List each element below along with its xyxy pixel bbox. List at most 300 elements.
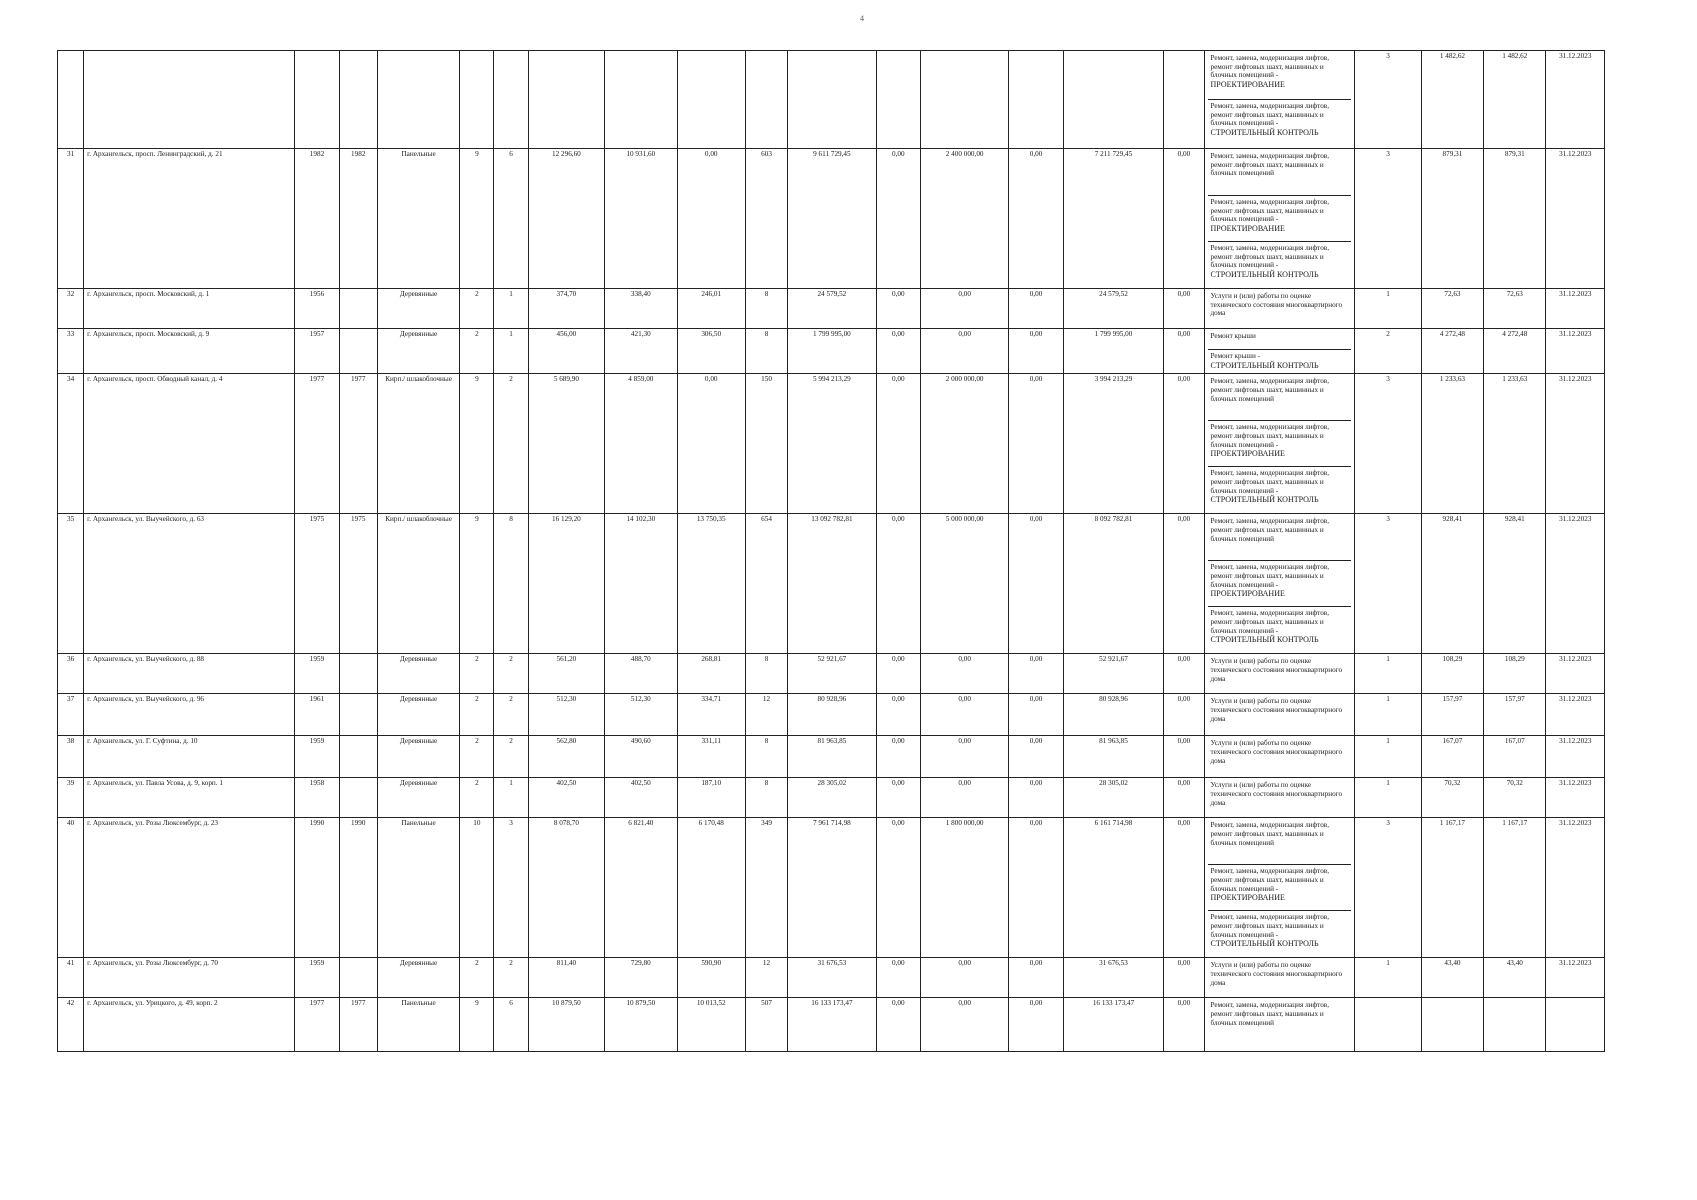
cell-area-total: 402,50	[528, 778, 604, 818]
work-item: Ремонт, замена, модернизация лифтов, ремонт лифтовых шахт, машинных и блочных помещений - СТРОИТЕЛЬНЫЙ КОНТРОЛЬ	[1210, 244, 1329, 279]
cell-fund-other: 0,00	[1164, 818, 1204, 958]
cell-floors: 2	[460, 654, 494, 694]
cell-fund-fed: 0,00	[876, 329, 920, 374]
cell-fund-other: 0,00	[1164, 374, 1204, 514]
cell-unit: 3	[1355, 514, 1421, 654]
cell-year2	[339, 958, 377, 998]
cell-year2	[339, 289, 377, 329]
cell-price-max: 1 233,63	[1421, 374, 1483, 514]
work-item: Услуги и (или) работы по оценке технического состояния многоквартирного дома	[1210, 657, 1343, 683]
cell-area-total: 8 078,70	[528, 818, 604, 958]
cell-cost-total: 1 799 995,00	[788, 329, 877, 374]
cell-fund-fed: 0,00	[876, 694, 920, 736]
cell-area-total: 10 879,50	[528, 998, 604, 1052]
cell-price-max: 879,31	[1421, 149, 1483, 289]
cell-fund-reg: 0,00	[920, 998, 1009, 1052]
cell-price-limit: 4 272,48	[1484, 329, 1546, 374]
work-item: Ремонт, замена, модернизация лифтов, ремонт лифтовых шахт, машинных и блочных помещений - ПРОЕКТИРОВАНИЕ	[1208, 561, 1352, 607]
cell-fund-reg: 1 800 000,00	[920, 818, 1009, 958]
work-item: Ремонт, замена, модернизация лифтов, ремонт лифтовых шахт, машинных и блочных помещений - СТРОИТЕЛЬНЫЙ КОНТРОЛЬ	[1210, 469, 1329, 505]
cell-fund-reg: 0,00	[920, 736, 1009, 778]
cell-fund-other: 0,00	[1164, 958, 1204, 998]
cell-fund-owners: 8 092 782,81	[1063, 514, 1164, 654]
cell-material: Деревянные	[377, 778, 459, 818]
cell-works	[1204, 958, 1355, 998]
cell-unit	[1355, 998, 1421, 1052]
cell-residents: 8	[745, 654, 787, 694]
cell-year2: 1990	[339, 818, 377, 958]
cell-area-living: 10 879,50	[605, 998, 677, 1052]
cell-cost-total: 7 961 714,98	[788, 818, 877, 958]
work-item: Ремонт, замена, модернизация лифтов, ремонт лифтовых шахт, машинных и блочных помещений - СТРОИТЕЛЬНЫЙ КОНТРОЛЬ	[1210, 102, 1329, 137]
cell-year1: 1990	[295, 818, 339, 958]
cell-area-other: 6 170,48	[677, 818, 745, 958]
cell-fund-fed: 0,00	[876, 778, 920, 818]
cell-price-max: 1 482,62	[1421, 51, 1483, 149]
cell-fund-fed: 0,00	[876, 736, 920, 778]
cell-fund-owners: 1 799 995,00	[1063, 329, 1164, 374]
cell-address: г. Архангельск, ул. Выучейского, д. 88	[84, 654, 295, 694]
cell-year2: 1982	[339, 149, 377, 289]
cell-residents: 12	[745, 958, 787, 998]
cell-fund-owners: 3 994 213,29	[1063, 374, 1164, 514]
cell-area-total: 512,30	[528, 694, 604, 736]
cell-year2	[339, 51, 377, 149]
cell-floors: 2	[460, 778, 494, 818]
work-item: Ремонт крыши - СТРОИТЕЛЬНЫЙ КОНТРОЛЬ	[1210, 352, 1319, 370]
cell-deadline: 31.12.2023	[1546, 778, 1605, 818]
table-row	[58, 374, 1605, 514]
cell-area-total: 561,20	[528, 654, 604, 694]
cell-address: г. Архангельск, ул. Павла Усова, д. 9, корп. 1	[84, 778, 295, 818]
cell-area-other: 13 750,35	[677, 514, 745, 654]
cell-cost-total: 52 921,67	[788, 654, 877, 694]
cell-unit: 2	[1355, 329, 1421, 374]
cell-area-other: 0,00	[677, 149, 745, 289]
cell-area-other: 187,10	[677, 778, 745, 818]
cell-material: Деревянные	[377, 289, 459, 329]
cell-year1: 1959	[295, 654, 339, 694]
cell-unit: 1	[1355, 289, 1421, 329]
cell-num: 34	[58, 374, 84, 514]
cell-floors: 10	[460, 818, 494, 958]
cell-unit: 1	[1355, 694, 1421, 736]
cell-fund-other: 0,00	[1164, 778, 1204, 818]
cell-residents: 12	[745, 694, 787, 736]
cell-address: г. Архангельск, просп. Московский, д. 1	[84, 289, 295, 329]
cell-area-other: 306,50	[677, 329, 745, 374]
cell-area-living	[605, 51, 677, 149]
cell-area-other: 246,01	[677, 289, 745, 329]
cell-cost-total: 24 579,52	[788, 289, 877, 329]
cell-entrances: 8	[494, 514, 528, 654]
cell-area-total: 16 129,20	[528, 514, 604, 654]
cell-works	[1204, 149, 1355, 289]
cell-area-living: 6 821,40	[605, 818, 677, 958]
cell-deadline: 31.12.2023	[1546, 818, 1605, 958]
cell-fund-owners	[1063, 51, 1164, 149]
table-row	[58, 736, 1605, 778]
cell-fund-reg: 0,00	[920, 958, 1009, 998]
cell-fund-other: 0,00	[1164, 736, 1204, 778]
cell-entrances: 3	[494, 818, 528, 958]
cell-price-limit: 108,29	[1484, 654, 1546, 694]
cell-deadline	[1546, 998, 1605, 1052]
cell-area-total: 12 296,60	[528, 149, 604, 289]
cell-floors: 9	[460, 514, 494, 654]
cell-area-living: 402,50	[605, 778, 677, 818]
work-item: Услуги и (или) работы по оценке технического состояния многоквартирного дома	[1210, 739, 1343, 765]
cell-num: 35	[58, 514, 84, 654]
cell-price-limit: 1 482,62	[1484, 51, 1546, 149]
cell-area-living: 338,40	[605, 289, 677, 329]
cell-area-total	[528, 51, 604, 149]
cell-works	[1204, 818, 1355, 958]
cell-year2	[339, 736, 377, 778]
cell-fund-reg: 0,00	[920, 778, 1009, 818]
cell-year1	[295, 51, 339, 149]
cell-cost-total: 16 133 173,47	[788, 998, 877, 1052]
cell-num: 33	[58, 329, 84, 374]
cell-residents	[745, 51, 787, 149]
cell-area-total: 562,80	[528, 736, 604, 778]
table-row	[58, 514, 1605, 654]
cell-address: г. Архангельск, просп. Московский, д. 9	[84, 329, 295, 374]
cell-fund-owners: 81 963,85	[1063, 736, 1164, 778]
cell-fund-mun: 0,00	[1009, 736, 1063, 778]
cell-works	[1204, 374, 1355, 514]
cell-price-max: 4 272,48	[1421, 329, 1483, 374]
cell-material: Деревянные	[377, 329, 459, 374]
cell-floors: 2	[460, 694, 494, 736]
cell-price-limit: 43,40	[1484, 958, 1546, 998]
cell-price-limit: 72,63	[1484, 289, 1546, 329]
cell-entrances: 1	[494, 778, 528, 818]
cell-deadline: 31.12.2023	[1546, 51, 1605, 149]
cell-works	[1204, 654, 1355, 694]
cell-price-max: 928,41	[1421, 514, 1483, 654]
cell-fund-fed: 0,00	[876, 149, 920, 289]
cell-residents: 603	[745, 149, 787, 289]
cell-year1: 1958	[295, 778, 339, 818]
cell-price-max: 157,97	[1421, 694, 1483, 736]
cell-works	[1204, 736, 1355, 778]
cell-num: 41	[58, 958, 84, 998]
cell-price-limit: 879,31	[1484, 149, 1546, 289]
cell-address: г. Архангельск, ул. Розы Люксембург, д. 23	[84, 818, 295, 958]
cell-num: 38	[58, 736, 84, 778]
cell-works	[1204, 694, 1355, 736]
cell-year1: 1959	[295, 958, 339, 998]
cell-deadline: 31.12.2023	[1546, 694, 1605, 736]
cell-address: г. Архангельск, ул. Урицкого, д. 49, корп. 2	[84, 998, 295, 1052]
cell-address: г. Архангельск, ул. Г. Суфтина, д. 10	[84, 736, 295, 778]
cell-fund-owners: 31 676,53	[1063, 958, 1164, 998]
cell-fund-reg: 0,00	[920, 654, 1009, 694]
cell-price-limit: 70,32	[1484, 778, 1546, 818]
table-row	[58, 329, 1605, 374]
cell-num: 32	[58, 289, 84, 329]
cell-floors	[460, 51, 494, 149]
cell-unit: 3	[1355, 374, 1421, 514]
cell-fund-mun: 0,00	[1009, 694, 1063, 736]
cell-price-max	[1421, 998, 1483, 1052]
cell-works	[1204, 998, 1355, 1052]
work-item: Ремонт крыши	[1208, 330, 1352, 350]
cell-area-other: 334,71	[677, 694, 745, 736]
cell-area-living: 488,70	[605, 654, 677, 694]
cell-material: Панельные	[377, 998, 459, 1052]
cell-floors: 2	[460, 736, 494, 778]
cell-fund-reg: 0,00	[920, 289, 1009, 329]
cell-fund-owners: 16 133 173,47	[1063, 998, 1164, 1052]
cell-cost-total: 5 994 213,29	[788, 374, 877, 514]
cell-unit: 1	[1355, 654, 1421, 694]
cell-entrances: 6	[494, 998, 528, 1052]
cell-fund-other: 0,00	[1164, 694, 1204, 736]
cell-fund-reg: 0,00	[920, 329, 1009, 374]
cell-works	[1204, 514, 1355, 654]
cell-price-max: 108,29	[1421, 654, 1483, 694]
table-row	[58, 149, 1605, 289]
work-item: Услуги и (или) работы по оценке технического состояния многоквартирного дома	[1210, 292, 1343, 318]
table-row	[58, 51, 1605, 149]
cell-fund-owners: 7 211 729,45	[1063, 149, 1164, 289]
cell-area-living: 10 931,60	[605, 149, 677, 289]
cell-num: 37	[58, 694, 84, 736]
work-item: Ремонт, замена, модернизация лифтов, ремонт лифтовых шахт, машинных и блочных помещений - ПРОЕКТИРОВАНИЕ	[1208, 196, 1352, 242]
cell-cost-total: 81 963,85	[788, 736, 877, 778]
cell-material: Деревянные	[377, 654, 459, 694]
cell-works	[1204, 51, 1355, 149]
cell-unit: 3	[1355, 51, 1421, 149]
cell-price-limit	[1484, 998, 1546, 1052]
work-item: Ремонт, замена, модернизация лифтов, ремонт лифтовых шахт, машинных и блочных помещений - СТРОИТЕЛЬНЫЙ КОНТРОЛЬ	[1210, 609, 1329, 645]
cell-area-total: 811,40	[528, 958, 604, 998]
cell-price-max: 43,40	[1421, 958, 1483, 998]
table-row	[58, 654, 1605, 694]
cell-material: Деревянные	[377, 958, 459, 998]
cell-year1: 1975	[295, 514, 339, 654]
cell-fund-mun: 0,00	[1009, 998, 1063, 1052]
capital-repair-register-table	[57, 50, 1605, 1052]
cell-fund-fed: 0,00	[876, 818, 920, 958]
cell-deadline: 31.12.2023	[1546, 514, 1605, 654]
work-item: Ремонт, замена, модернизация лифтов, ремонт лифтовых шахт, машинных и блочных помещений	[1208, 375, 1352, 421]
cell-fund-reg: 2 400 000,00	[920, 149, 1009, 289]
cell-entrances: 2	[494, 694, 528, 736]
table-row	[58, 998, 1605, 1052]
cell-year1: 1977	[295, 998, 339, 1052]
cell-fund-fed: 0,00	[876, 514, 920, 654]
cell-area-other: 10 013,52	[677, 998, 745, 1052]
cell-fund-owners: 80 928,96	[1063, 694, 1164, 736]
cell-unit: 1	[1355, 778, 1421, 818]
cell-year1: 1956	[295, 289, 339, 329]
cell-material	[377, 51, 459, 149]
cell-year1: 1961	[295, 694, 339, 736]
cell-entrances: 2	[494, 958, 528, 998]
cell-price-limit: 1 167,17	[1484, 818, 1546, 958]
cell-num: 31	[58, 149, 84, 289]
cell-fund-reg: 0,00	[920, 694, 1009, 736]
cell-price-max: 1 167,17	[1421, 818, 1483, 958]
cell-floors: 2	[460, 329, 494, 374]
cell-deadline: 31.12.2023	[1546, 329, 1605, 374]
cell-fund-mun: 0,00	[1009, 654, 1063, 694]
cell-area-total: 456,00	[528, 329, 604, 374]
cell-fund-reg: 2 000 000,00	[920, 374, 1009, 514]
cell-area-living: 490,60	[605, 736, 677, 778]
cell-area-other: 331,11	[677, 736, 745, 778]
cell-fund-mun: 0,00	[1009, 374, 1063, 514]
cell-fund-other	[1164, 51, 1204, 149]
cell-fund-mun: 0,00	[1009, 778, 1063, 818]
cell-material: Деревянные	[377, 694, 459, 736]
cell-price-max: 70,32	[1421, 778, 1483, 818]
cell-entrances: 2	[494, 654, 528, 694]
cell-material: Кирп./ шлакоблочные	[377, 514, 459, 654]
cell-area-other: 590,90	[677, 958, 745, 998]
cell-fund-fed: 0,00	[876, 958, 920, 998]
work-item: Ремонт, замена, модернизация лифтов, ремонт лифтовых шахт, машинных и блочных помещений - СТРОИТЕЛЬНЫЙ КОНТРОЛЬ	[1210, 913, 1329, 949]
cell-cost-total: 28 305,02	[788, 778, 877, 818]
cell-area-living: 421,30	[605, 329, 677, 374]
work-item: Услуги и (или) работы по оценке технического состояния многоквартирного дома	[1210, 961, 1343, 987]
page-number-mark: 4	[860, 14, 864, 23]
cell-fund-other: 0,00	[1164, 654, 1204, 694]
cell-fund-other: 0,00	[1164, 514, 1204, 654]
cell-year2	[339, 329, 377, 374]
cell-fund-mun: 0,00	[1009, 329, 1063, 374]
cell-works	[1204, 778, 1355, 818]
cell-deadline: 31.12.2023	[1546, 958, 1605, 998]
cell-address: г. Архангельск, просп. Ленинградский, д. 21	[84, 149, 295, 289]
cell-cost-total: 13 092 782,81	[788, 514, 877, 654]
cell-year2	[339, 778, 377, 818]
cell-material: Кирп./ шлакоблочные	[377, 374, 459, 514]
cell-area-other: 0,00	[677, 374, 745, 514]
cell-residents: 349	[745, 818, 787, 958]
cell-price-limit: 167,07	[1484, 736, 1546, 778]
cell-fund-owners: 24 579,52	[1063, 289, 1164, 329]
cell-year1: 1982	[295, 149, 339, 289]
cell-area-living: 729,80	[605, 958, 677, 998]
cell-year2	[339, 694, 377, 736]
table-row	[58, 694, 1605, 736]
cell-deadline: 31.12.2023	[1546, 149, 1605, 289]
work-item: Ремонт, замена, модернизация лифтов, ремонт лифтовых шахт, машинных и блочных помещений - ПРОЕКТИРОВАНИЕ	[1208, 52, 1352, 100]
cell-fund-fed: 0,00	[876, 289, 920, 329]
cell-fund-mun: 0,00	[1009, 289, 1063, 329]
cell-entrances: 1	[494, 329, 528, 374]
cell-residents: 8	[745, 289, 787, 329]
cell-deadline: 31.12.2023	[1546, 654, 1605, 694]
cell-floors: 9	[460, 374, 494, 514]
cell-price-limit: 1 233,63	[1484, 374, 1546, 514]
cell-fund-mun	[1009, 51, 1063, 149]
cell-fund-mun: 0,00	[1009, 514, 1063, 654]
cell-fund-fed: 0,00	[876, 374, 920, 514]
cell-year1: 1957	[295, 329, 339, 374]
cell-entrances	[494, 51, 528, 149]
cell-fund-fed	[876, 51, 920, 149]
cell-cost-total: 80 928,96	[788, 694, 877, 736]
cell-area-living: 512,30	[605, 694, 677, 736]
cell-unit: 3	[1355, 149, 1421, 289]
cell-fund-reg	[920, 51, 1009, 149]
cell-fund-mun: 0,00	[1009, 818, 1063, 958]
cell-address: г. Архангельск, просп. Обводный канал, д. 4	[84, 374, 295, 514]
cell-area-total: 5 689,90	[528, 374, 604, 514]
cell-material: Панельные	[377, 818, 459, 958]
cell-area-other: 268,81	[677, 654, 745, 694]
cell-material: Панельные	[377, 149, 459, 289]
cell-year2: 1977	[339, 998, 377, 1052]
work-item: Ремонт, замена, модернизация лифтов, ремонт лифтовых шахт, машинных и блочных помещений - ПРОЕКТИРОВАНИЕ	[1208, 865, 1352, 911]
work-item: Ремонт, замена, модернизация лифтов, ремонт лифтовых шахт, машинных и блочных помещений	[1208, 515, 1352, 561]
table-row	[58, 818, 1605, 958]
cell-works	[1204, 289, 1355, 329]
cell-fund-mun: 0,00	[1009, 149, 1063, 289]
cell-area-living: 14 102,30	[605, 514, 677, 654]
cell-fund-owners: 52 921,67	[1063, 654, 1164, 694]
cell-area-other	[677, 51, 745, 149]
cell-residents: 150	[745, 374, 787, 514]
cell-fund-other: 0,00	[1164, 329, 1204, 374]
cell-entrances: 6	[494, 149, 528, 289]
work-item: Ремонт, замена, модернизация лифтов, ремонт лифтовых шахт, машинных и блочных помещений	[1210, 1001, 1329, 1027]
cell-residents: 654	[745, 514, 787, 654]
cell-residents: 507	[745, 998, 787, 1052]
cell-cost-total: 31 676,53	[788, 958, 877, 998]
work-item: Ремонт, замена, модернизация лифтов, ремонт лифтовых шахт, машинных и блочных помещений - ПРОЕКТИРОВАНИЕ	[1208, 421, 1352, 467]
cell-price-max: 72,63	[1421, 289, 1483, 329]
cell-cost-total: 9 611 729,45	[788, 149, 877, 289]
cell-price-max: 167,07	[1421, 736, 1483, 778]
cell-fund-other: 0,00	[1164, 149, 1204, 289]
work-item: Услуги и (или) работы по оценке технического состояния многоквартирного дома	[1210, 781, 1343, 807]
cell-num: 42	[58, 998, 84, 1052]
cell-fund-fed: 0,00	[876, 998, 920, 1052]
cell-address	[84, 51, 295, 149]
cell-residents: 8	[745, 736, 787, 778]
cell-deadline: 31.12.2023	[1546, 289, 1605, 329]
cell-entrances: 2	[494, 736, 528, 778]
cell-floors: 9	[460, 998, 494, 1052]
cell-residents: 8	[745, 778, 787, 818]
cell-year2: 1977	[339, 374, 377, 514]
cell-cost-total	[788, 51, 877, 149]
cell-area-living: 4 859,00	[605, 374, 677, 514]
cell-floors: 9	[460, 149, 494, 289]
cell-address: г. Архангельск, ул. Выучейского, д. 63	[84, 514, 295, 654]
cell-address: г. Архангельск, ул. Выучейского, д. 96	[84, 694, 295, 736]
table-row	[58, 289, 1605, 329]
cell-deadline: 31.12.2023	[1546, 736, 1605, 778]
cell-num	[58, 51, 84, 149]
cell-works	[1204, 329, 1355, 374]
cell-area-total: 374,70	[528, 289, 604, 329]
cell-fund-fed: 0,00	[876, 654, 920, 694]
cell-residents: 8	[745, 329, 787, 374]
cell-year1: 1977	[295, 374, 339, 514]
cell-year1: 1959	[295, 736, 339, 778]
cell-year2	[339, 654, 377, 694]
cell-num: 40	[58, 818, 84, 958]
cell-fund-other: 0,00	[1164, 998, 1204, 1052]
cell-floors: 2	[460, 958, 494, 998]
